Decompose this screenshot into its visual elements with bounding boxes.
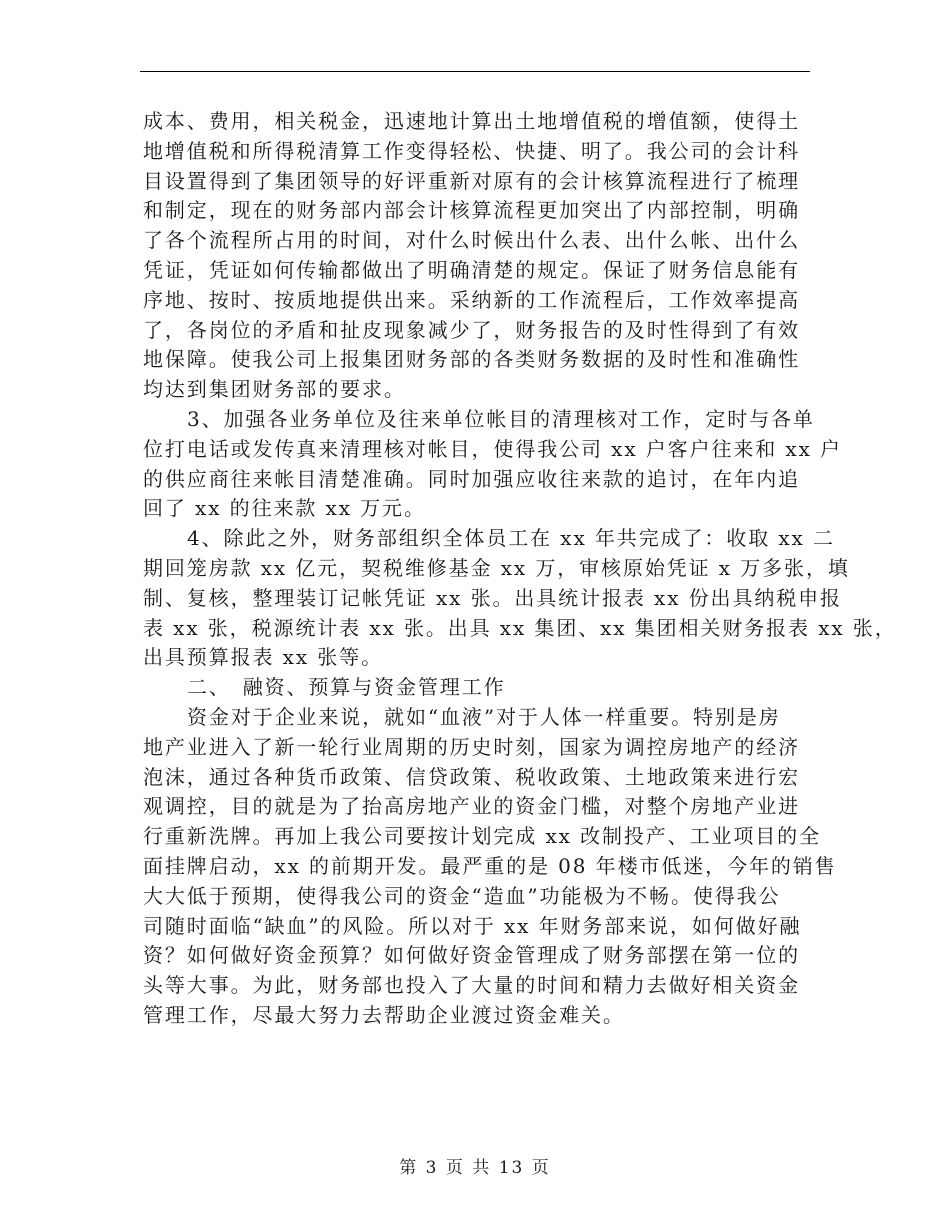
text-line: 3、加强各业务单位及往来单位帐目的清理核对工作，定时与各单 xyxy=(187,406,815,431)
text-line: 泡沫，通过各种货币政策、信贷政策、税收政策、土地政策来进行宏 xyxy=(143,764,800,789)
text-line: 成本、费用，相关税金，迅速地计算出土地增值税的增值额，使得土 xyxy=(143,109,800,133)
text-line: 资金对于企业来说，就如“血液”对于人体一样重要。特别是房 xyxy=(187,704,781,729)
text-line: 和制定，现在的财务部内部会计核算流程更加突出了内部控制，明确 xyxy=(143,198,800,223)
text-line: 地产业进入了新一轮行业周期的历史时刻，国家为调控房地产的经济 xyxy=(143,734,800,759)
text-line: 的供应商往来帐目清楚准确。同时加强应收往来款的追讨，在年内追 xyxy=(143,466,800,491)
text-line: 期回笼房款 xx 亿元，契税维修基金 xx 万，审核原始凭证 x 万多张，填 xyxy=(143,555,850,580)
text-line: 二、 融资、预算与资金管理工作 xyxy=(187,675,506,700)
text-line: 制、复核，整理装订记帐凭证 xx 张。出具统计报表 xx 份出具纳税申报 xyxy=(143,585,842,610)
text-line: 回了 xx 的往来款 xx 万元。 xyxy=(143,496,426,521)
text-line: 观调控，目的就是为了抬高房地产业的资金门槛，对整个房地产业进 xyxy=(143,794,800,819)
text-line: 大大低于预期，使得我公司的资金“造血”功能极为不畅。使得我公 xyxy=(143,883,781,908)
header-rule xyxy=(140,71,810,72)
text-line: 地保障。使我公司上报集团财务部的各类财务数据的及时性和准确性 xyxy=(143,347,800,372)
text-line: 序地、按时、按质地提供出来。采纳新的工作流程后，工作效率提高 xyxy=(143,287,800,312)
text-line: 目设置得到了集团领导的好评重新对原有的会计核算流程进行了梳理 xyxy=(143,168,800,193)
text-line: 均达到集团财务部的要求。 xyxy=(143,377,406,402)
text-line: 了各个流程所占用的时间，对什么时候出什么表、出什么帐、出什么 xyxy=(143,228,800,253)
text-line: 凭证，凭证如何传输都做出了明确清楚的规定。保证了财务信息能有 xyxy=(143,257,800,282)
text-line: 管理工作，尽最大努力去帮助企业渡过资金难关。 xyxy=(143,1002,625,1027)
text-line: 出具预算报表 xx 张等。 xyxy=(143,645,383,670)
text-line: 位打电话或发传真来清理核对帐目，使得我公司 xx 户客户往来和 xx 户 xyxy=(143,436,842,461)
text-line: 司随时面临“缺血”的风险。所以对于 xx 年财务部来说，如何做好融 xyxy=(143,913,802,938)
text-line: 资？如何做好资金预算？如何做好资金管理成了财务部摆在第一位的 xyxy=(143,943,800,968)
text-line: 头等大事。为此，财务部也投入了大量的时间和精力去做好相关资金 xyxy=(143,973,800,998)
text-line: 地增值税和所得税清算工作变得轻松、快捷、明了。我公司的会计科 xyxy=(143,138,800,163)
text-line: 面挂牌启动，xx 的前期开发。最严重的是 08 年楼市低迷，今年的销售 xyxy=(143,853,837,878)
text-line: 行重新洗牌。再加上我公司要按计划完成 xx 改制投产、工业项目的全 xyxy=(143,824,821,849)
document-body xyxy=(143,107,897,1031)
page-number-footer: 第 3 页 共 13 页 xyxy=(399,1158,551,1178)
text-line: 了，各岗位的矛盾和扯皮现象减少了，财务报告的及时性得到了有效 xyxy=(143,317,800,342)
text-line: 表 xx 张，税源统计表 xx 张。出具 xx 集团、xx 集团相关财务报表 xx 张， xyxy=(143,615,897,640)
text-line: 4、除此之外，财务部组织全体员工在 xx 年共完成了：收取 xx 二 xyxy=(187,526,835,551)
